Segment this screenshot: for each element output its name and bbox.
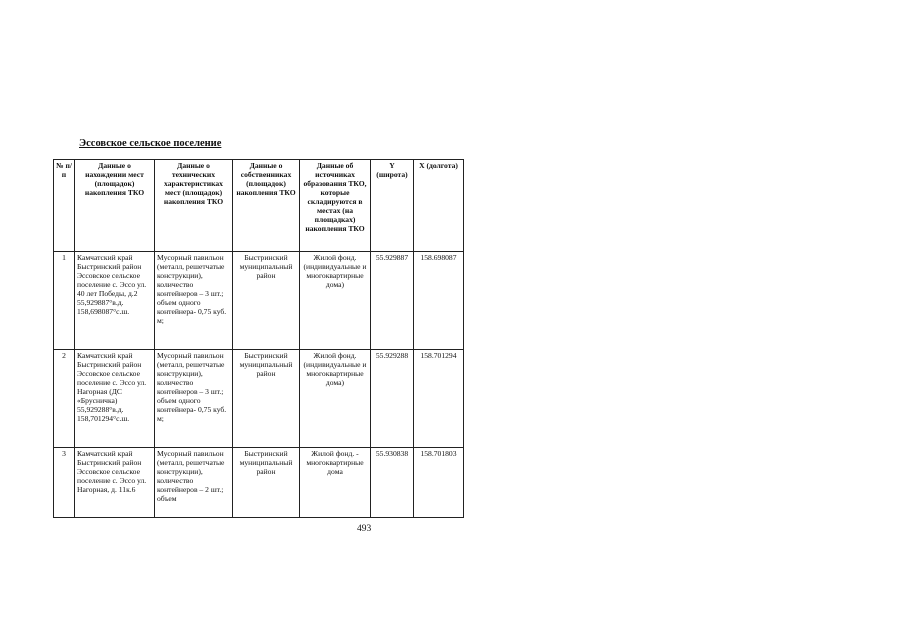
table-row — [54, 448, 464, 518]
section-heading: Эссовское сельское поселение — [79, 138, 222, 149]
row-x: 158.701294 — [414, 350, 464, 448]
waste-sites-table — [53, 159, 464, 518]
row-x: 158.701803 — [414, 448, 464, 518]
table-row — [54, 350, 464, 448]
row-source: Жилой фонд. (индивидуальные и многоквартирные дома) — [300, 252, 371, 350]
row-owner: Быстринский муниципальный район — [233, 252, 300, 350]
row-source: Жилой фонд. - многоквартирные дома — [300, 448, 371, 518]
row-no: 2 — [54, 350, 75, 448]
header-y: Y (широта) — [371, 160, 414, 252]
row-tech: Мусорный павильон (металл, решетчатые конструкции), количество контейнеров – 2 шт.; объем — [155, 448, 233, 518]
header-x: X (долгота) — [414, 160, 464, 252]
row-location: Камчатский край Быстринский район Эссовское сельское поселение с. Эссо ул. 40 лет Победы, д.2 55,929887°в.д. 158,698087°с.ш. — [75, 252, 155, 350]
row-y: 55.929288 — [371, 350, 414, 448]
row-tech: Мусорный павильон (металл, решетчатые конструкции), количество контейнеров – 3 шт.; объем одного контейнера- 0,75 куб. м; — [155, 350, 233, 448]
row-owner: Быстринский муниципальный район — [233, 350, 300, 448]
row-y: 55.930838 — [371, 448, 414, 518]
header-sources: Данные об источниках образования ТКО, которые складируются в местах (на площадках) накопления ТКО — [300, 160, 371, 252]
row-no: 3 — [54, 448, 75, 518]
row-location: Камчатский край Быстринский район Эссовское сельское поселение с. Эссо ул. Нагорная (ДС «Брусничка) 55,929288°в.д. 158,701294°с.ш. — [75, 350, 155, 448]
row-owner: Быстринский муниципальный район — [233, 448, 300, 518]
row-location: Камчатский край Быстринский район Эссовское сельское поселение с. Эссо ул. Нагорная, д. 11к.6 — [75, 448, 155, 518]
table-row — [54, 252, 464, 350]
row-source: Жилой фонд. (индивидуальные и многоквартирные дома) — [300, 350, 371, 448]
row-no: 1 — [54, 252, 75, 350]
header-tech: Данные о технических характеристиках мест (площадок) накопления ТКО — [155, 160, 233, 252]
header-no: № п/п — [54, 160, 75, 252]
page-number: 493 — [357, 524, 372, 534]
header-owners: Данные о собственниках (площадок) накопления ТКО — [233, 160, 300, 252]
row-y: 55.929887 — [371, 252, 414, 350]
header-row — [54, 160, 464, 252]
row-x: 158.698087 — [414, 252, 464, 350]
header-location: Данные о нахождении мест (площадок) накопления ТКО — [75, 160, 155, 252]
row-tech: Мусорный павильон (металл, решетчатые конструкции), количество контейнеров – 3 шт.; объем одного контейнера- 0,75 куб. м; — [155, 252, 233, 350]
